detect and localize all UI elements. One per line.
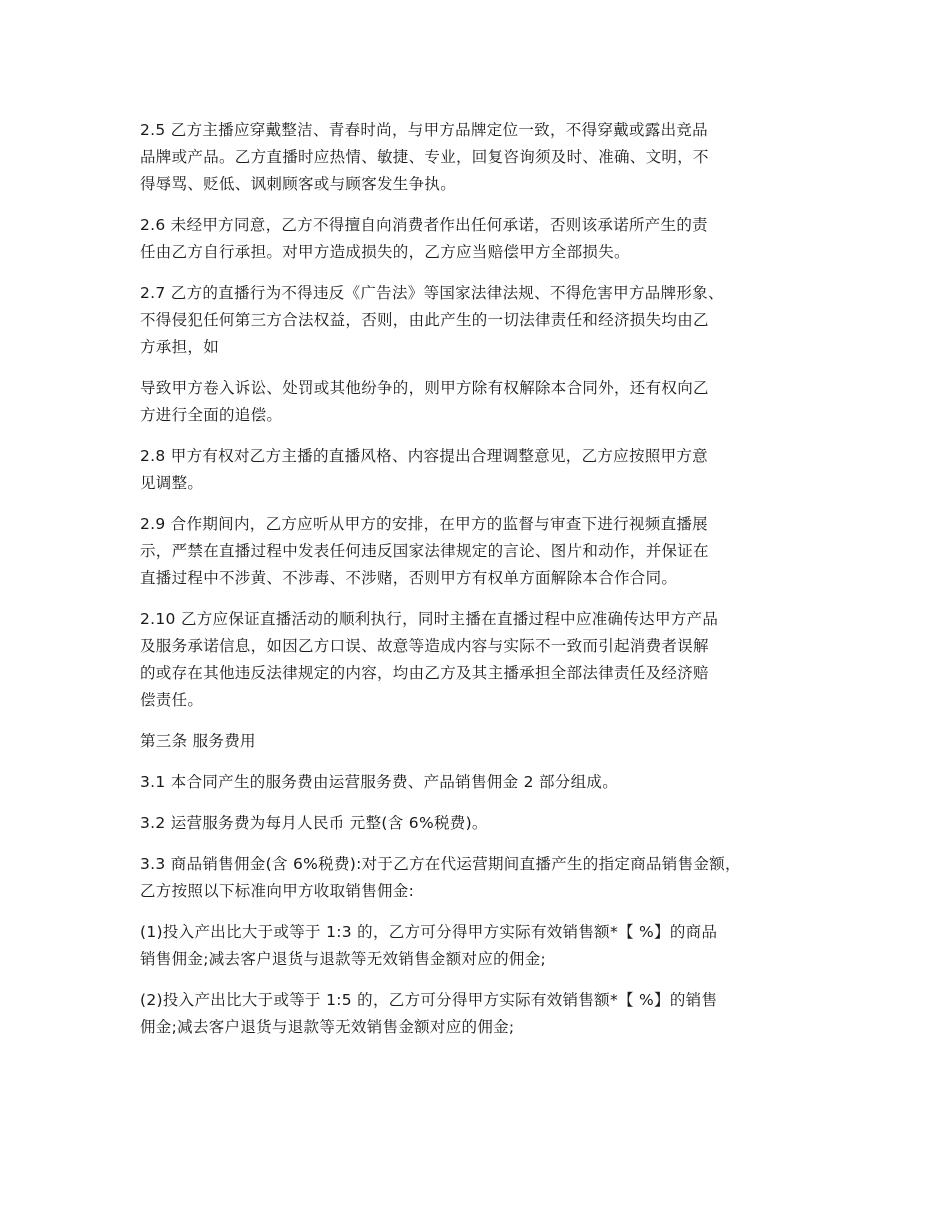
clause-2-7	[140, 280, 830, 361]
text-line: 示，严禁在直播过程中发表任何违反国家法律规定的言论、图片和动作，并保证在	[140, 542, 709, 560]
text-line: 2.8 甲方有权对乙方主播的直播风格、内容提出合理调整意见，乙方应按照甲方意	[140, 447, 708, 465]
text-line: 2.10 乙方应保证直播活动的顺利执行，同时主播在直播过程中应准确传达甲方产品	[140, 610, 719, 628]
clause-2-9	[140, 511, 830, 592]
text-line: 方进行全面的追偿。	[140, 406, 283, 424]
text-line: 任由乙方自行承担。对甲方造成损失的，乙方应当赔偿甲方全部损失。	[140, 243, 630, 261]
clause-2-7-continued	[140, 375, 830, 429]
clause-3-1	[140, 769, 830, 796]
article-3-heading	[140, 728, 830, 755]
clause-3-2	[140, 810, 830, 837]
text-line: 及服务承诺信息，如因乙方口误、故意等造成内容与实际不一致而引起消费者误解	[140, 637, 709, 655]
text-line: 导致甲方卷入诉讼、处罚或其他纷争的，则甲方除有权解除本合同外，还有权向乙	[140, 379, 709, 397]
clause-2-8	[140, 443, 830, 497]
clause-2-6	[140, 212, 830, 266]
text-line: 销售佣金;减去客户退货与退款等无效销售金额对应的佣金;	[140, 950, 547, 968]
text-line: 2.5 乙方主播应穿戴整洁、青春时尚，与甲方品牌定位一致，不得穿戴或露出竞品	[140, 121, 708, 139]
text-line: 偿责任。	[140, 691, 204, 709]
clause-3-3	[140, 851, 830, 905]
section-heading: 第三条 服务费用	[140, 732, 256, 750]
text-line: 见调整。	[140, 474, 204, 492]
text-line: 3.2 运营服务费为每月人民币 元整(含 6%税费)。	[140, 814, 488, 832]
text-line: 直播过程中不涉黄、不涉毒、不涉赌，否则甲方有权单方面解除本合作合同。	[140, 569, 678, 587]
clause-2-10	[140, 606, 830, 714]
text-line: (1)投入产出比大于或等于 1:3 的，乙方可分得甲方实际有效销售额*【 %】的商品	[140, 923, 718, 941]
text-line: 得辱骂、贬低、讽刺顾客或与顾客发生争执。	[140, 175, 457, 193]
text-line: 不得侵犯任何第三方合法权益，否则，由此产生的一切法律责任和经济损失均由乙	[140, 311, 709, 329]
text-line: 3.3 商品销售佣金(含 6%税费):对于乙方在代运营期间直播产生的指定商品销售金额，	[140, 855, 741, 873]
text-line: 佣金;减去客户退货与退款等无效销售金额对应的佣金;	[140, 1018, 515, 1036]
text-line: 2.7 乙方的直播行为不得违反《广告法》等国家法律法规、不得危害甲方品牌形象、	[140, 284, 724, 302]
document-body	[140, 117, 830, 1055]
text-line: 3.1 本合同产生的服务费由运营服务费、产品销售佣金 2 部分组成。	[140, 773, 618, 791]
text-line: 2.9 合作期间内，乙方应听从甲方的安排，在甲方的监督与审查下进行视频直播展	[140, 515, 708, 533]
text-line: 乙方按照以下标准向甲方收取销售佣金:	[140, 882, 415, 900]
text-line: 品牌或产品。乙方直播时应热情、敏捷、专业，回复咨询须及时、准确、文明，不	[140, 148, 709, 166]
clause-2-5	[140, 117, 830, 198]
text-line: (2)投入产出比大于或等于 1:5 的，乙方可分得甲方实际有效销售额*【 %】的销售	[140, 991, 718, 1009]
text-line: 方承担，如	[140, 338, 220, 356]
text-line: 2.6 未经甲方同意，乙方不得擅自向消费者作出任何承诺，否则该承诺所产生的责	[140, 216, 708, 234]
text-line: 的或存在其他违反法律规定的内容，均由乙方及其主播承担全部法律责任及经济赔	[140, 664, 709, 682]
clause-3-3-item-2	[140, 987, 830, 1041]
clause-3-3-item-1	[140, 919, 830, 973]
